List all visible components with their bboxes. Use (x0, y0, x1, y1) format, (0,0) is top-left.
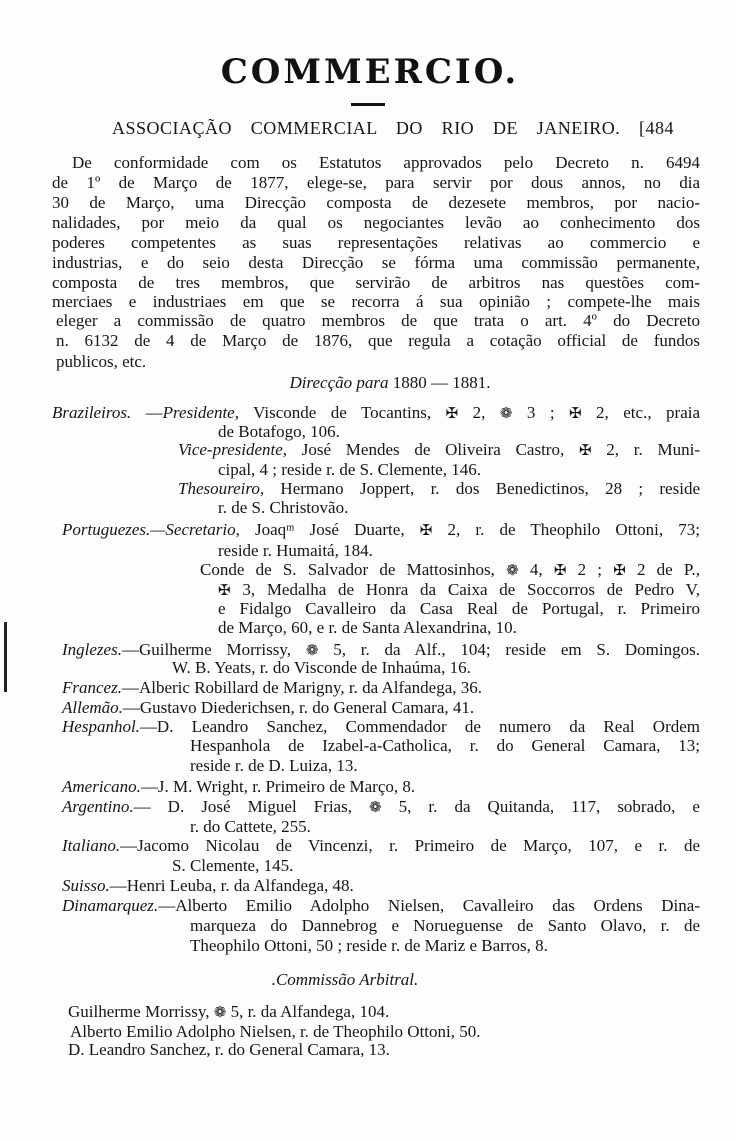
text-line (218, 498, 348, 518)
text: n. 6132 de 4 de Março de 1876, que regula a cotação official de fundos (56, 331, 700, 350)
section-title: COMMERCIO. (220, 52, 520, 92)
text-line (0, 373, 736, 393)
text: José Mendes de Oliveira Castro, (287, 440, 579, 459)
text-line (62, 777, 415, 797)
italic-text: Italiano. (62, 836, 121, 855)
text-line (172, 856, 293, 876)
rose-medal-icon: ❁ (213, 1005, 227, 1021)
text: —Alberto Emilio Adolpho Nielsen, Cavalleiro das Ordens Dina- (158, 896, 700, 915)
text-line (200, 560, 700, 580)
text-line (190, 756, 358, 776)
text-line (56, 352, 146, 372)
text: 2, r. Muni- (591, 440, 700, 459)
association-heading: ASSOCIAÇÃO COMMERCIAL DO RIO DE JANEIRO. [484 (112, 118, 674, 138)
text: Guilherme Morrissy, (68, 1002, 214, 1021)
text-line (56, 311, 700, 331)
text-line (62, 896, 700, 916)
text: marqueza do Dannebrog e Norueguense de Santo Olavo, r. de (190, 916, 700, 935)
text: Alberto Emilio Adolpho Nielsen, r. de Theophilo Ottoni, 50. (70, 1022, 481, 1041)
text: 2 de P., (625, 560, 700, 579)
cross-icon: ✠ (569, 406, 582, 422)
text-line (62, 836, 700, 856)
text-line (190, 916, 700, 936)
text: — (131, 403, 163, 422)
text-line (52, 193, 700, 213)
cross-icon: ✠ (419, 523, 433, 539)
text: composta de tres membros, que servirão de arbitros nas questões com- (52, 273, 700, 292)
text: S. Clemente, 145. (172, 856, 294, 875)
text-line (218, 460, 481, 480)
text: D. Leandro Sanchez, r. do General Camara, 13. (68, 1040, 390, 1059)
text: Conde de S. Salvador de Mattosinhos, (200, 560, 507, 579)
italic-text: Presidente, (162, 403, 239, 422)
text: industrias, e do seio desta Direcção se fórma uma commissão permanente, (52, 253, 700, 272)
text-line (52, 273, 700, 293)
text-line (218, 422, 340, 442)
text: 2 ; (566, 560, 614, 579)
text: 30 de Março, uma Direcção composta de dezesete membros, por nacio- (52, 193, 700, 212)
text-line (0, 970, 690, 990)
text: De conformidade com os Estatutos approvados pelo Decreto n. 6494 (72, 153, 700, 172)
text-line (62, 678, 482, 698)
text: publicos, etc. (56, 352, 147, 371)
text-line (52, 403, 700, 423)
text-line (70, 1022, 480, 1042)
text: 3, Medalha de Honra da Caixa de Soccorros de Pedro V, (230, 580, 700, 599)
text: Theophilo Ottoni, 50 ; reside r. de Mariz e Barros, 8. (190, 936, 548, 955)
italic-text: Dinamarquez. (62, 896, 159, 915)
text: de Botafogo, 106. (218, 422, 340, 441)
italic-text: Vice-presidente, (178, 440, 288, 459)
text: —Alberic Robillard de Marigny, r. da Alfandega, 36. (121, 678, 483, 697)
rose-medal-icon: ❁ (369, 800, 382, 816)
italic-text: Inglezes. (62, 640, 122, 659)
italic-text: Francez. (62, 678, 122, 697)
text-line (190, 936, 548, 956)
text: Hespanhola de Izabel-a-Catholica, r. do General Camara, 13; (190, 736, 700, 755)
text: 3 ; (512, 403, 570, 422)
text: — D. José Miguel Frias, (133, 797, 370, 816)
text-line (68, 1040, 390, 1060)
text: r. de S. Christovão. (218, 498, 349, 517)
italic-text: Americano. (62, 777, 141, 796)
text: 4, (518, 560, 554, 579)
text: reside r. de D. Luiza, 13. (190, 756, 358, 775)
rose-medal-icon: ❁ (305, 643, 319, 659)
text: —D. Leandro Sanchez, Commendador de numero da Real Ordem (139, 717, 700, 736)
text-line (178, 440, 700, 460)
italic-text: Portuguezes.—Secretario, (62, 520, 240, 539)
text-line (218, 541, 373, 561)
title-rule-divider (351, 103, 385, 106)
text-line (52, 233, 700, 253)
text: 2, (458, 403, 500, 422)
text: —Guilherme Morrissy, (121, 640, 306, 659)
text-line (62, 640, 700, 660)
text: cipal, 4 ; reside r. de S. Clemente, 146. (218, 460, 481, 479)
text-line (56, 331, 700, 351)
cross-icon: ✠ (613, 563, 626, 579)
cross-icon: ✠ (578, 443, 592, 459)
text-line (218, 580, 700, 600)
text-line (62, 797, 700, 817)
text-line (178, 479, 700, 499)
text: 2, etc., praia (581, 403, 701, 422)
text: —Jacomo Nicolau de Vincenzi, r. Primeiro de Março, 107, e r. de (120, 836, 700, 855)
text: eleger a commissão de quatro membros de que trata o art. 4º do Decreto (56, 311, 700, 330)
text: Joaqᵐ José Duarte, (239, 520, 420, 539)
text: 5, r. da Alf., 104; reside em S. Domingos. (318, 640, 700, 659)
rose-medal-icon: ❁ (499, 406, 513, 422)
text: 5, r. da Alfandega, 104. (226, 1002, 390, 1021)
text: nalidades, por meio da qual os negociantes levão ao conhecimento dos (52, 213, 700, 232)
text-line (72, 153, 700, 173)
cross-icon: ✠ (553, 563, 567, 579)
text-line (62, 698, 474, 718)
text: —J. M. Wright, r. Primeiro de Março, 8. (140, 777, 416, 796)
text: e Fidalgo Cavalleiro da Casa Real de Portugal, r. Primeiro (218, 599, 700, 618)
text: reside r. Humaitá, 184. (218, 541, 373, 560)
italic-text: Hespanhol. (62, 717, 140, 736)
italic-text: Thesoureiro, (178, 479, 265, 498)
cross-icon: ✠ (218, 583, 231, 599)
italic-text: .Commissão Arbitral. (271, 970, 419, 989)
italic-text: Direcção para (289, 373, 389, 392)
text-line (52, 292, 700, 312)
text-line (68, 1002, 389, 1022)
text-line (62, 520, 700, 540)
italic-text: Argentino. (62, 797, 134, 816)
scan-margin-mark (4, 622, 7, 692)
text: Hermano Joppert, r. dos Benedictinos, 28 ; reside (264, 479, 700, 498)
text-line (52, 253, 700, 273)
text: 5, r. da Quitanda, 117, sobrado, e (381, 797, 700, 816)
text: de Março, 60, e r. de Santa Alexandrina, 10. (218, 618, 517, 637)
text-line (172, 658, 471, 678)
text: poderes competentes as suas representações relativas ao commercio e (52, 233, 700, 252)
text: merciaes e industriaes em que se recorra á sua opinião ; compete-lhe mais (52, 292, 700, 311)
text: —Gustavo Diederichsen, r. do General Camara, 41. (122, 698, 475, 717)
text-line (218, 599, 700, 619)
cross-icon: ✠ (445, 406, 459, 422)
text: —Henri Leuba, r. da Alfandega, 48. (109, 876, 354, 895)
italic-text: Suisso. (62, 876, 110, 895)
text-line (52, 173, 700, 193)
text-line (62, 717, 700, 737)
text: 1880 — 1881. (388, 373, 491, 392)
rose-medal-icon: ❁ (506, 563, 519, 579)
text-line (52, 213, 700, 233)
italic-text: Allemão. (62, 698, 123, 717)
text: r. do Cattete, 255. (190, 817, 311, 836)
text: Visconde de Tocantins, (238, 403, 446, 422)
text-line (62, 876, 354, 896)
text-line (190, 736, 700, 756)
text: 2, r. de Theophilo Ottoni, 73; (432, 520, 700, 539)
text: W. B. Yeats, r. do Visconde de Inhaúma, 16. (172, 658, 471, 677)
text-line (218, 618, 517, 638)
text: de 1º de Março de 1877, elege-se, para servir por dous annos, no dia (52, 173, 700, 192)
text-line (190, 817, 311, 837)
italic-text: Brazileiros. (52, 403, 132, 422)
